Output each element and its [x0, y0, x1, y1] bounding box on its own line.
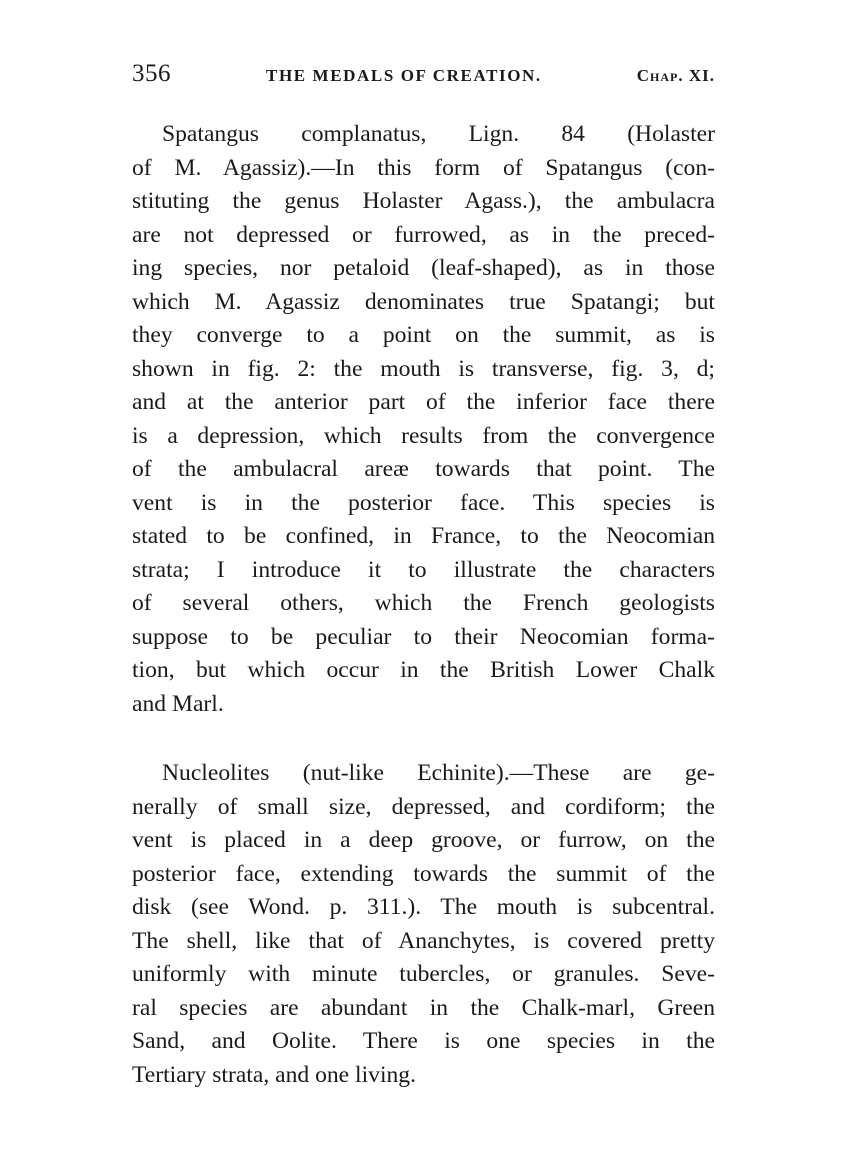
text-line: and Marl. [132, 690, 224, 717]
text-line: posterior face, extending towards the summit of the [132, 860, 715, 887]
text-line: suppose to be peculiar to their Neocomian forma- [132, 623, 715, 650]
text-line: vent is placed in a deep groove, or furrow, on the [132, 827, 715, 853]
text-line: nerally of small size, depressed, and cordiform; the [132, 793, 715, 820]
text-line: ral species are abundant in the Chalk-marl, Green [132, 994, 715, 1021]
text-line: Spatangus complanatus, Lign. 84 (Holaster [162, 121, 715, 147]
text-line: and at the anterior part of the inferior face there [132, 389, 715, 415]
text-line: of the ambulacral areæ towards that point. The [132, 456, 715, 482]
text-line: of M. Agassiz).—In this form of Spatangus (con- [132, 154, 715, 181]
text-line: is a depression, which results from the convergence [132, 422, 715, 449]
text-line: uniformly with minute tubercles, or granules. Seve- [132, 961, 715, 987]
paragraph-nucleolites [132, 757, 715, 1092]
text-line: tion, but which occur in the British Lower Chalk [132, 657, 715, 683]
text-line: Tertiary strata, and one living. [132, 1061, 417, 1088]
text-line: Sand, and Oolite. There is one species in the [132, 1028, 715, 1054]
text-line: of several others, which the French geologists [132, 590, 715, 616]
text-line: shown in fig. 2: the mouth is transverse, fig. 3, d; [132, 355, 715, 382]
running-head [132, 60, 715, 92]
text-line: Nucleolites (nut-like Echinite).—These are ge- [162, 760, 715, 786]
text-line: The shell, like that of Ananchytes, is covered pretty [132, 927, 715, 954]
text-line: they converge to a point on the summit, as is [132, 322, 715, 348]
running-title: THE MEDALS OF CREATION. [266, 66, 542, 85]
text-line: vent is in the posterior face. This species is [132, 489, 715, 516]
text-line: disk (see Wond. p. 311.). The mouth is subcentral. [132, 894, 715, 920]
text-line: strata; I introduce it to illustrate the characters [132, 556, 715, 583]
text-line: which M. Agassiz denominates true Spatangi; but [132, 288, 715, 315]
paragraph-spatangus [132, 118, 715, 721]
text-line: ing species, nor petaloid (leaf-shaped), as in those [132, 255, 715, 281]
text-line: stituting the genus Holaster Agass.), the ambulacra [132, 188, 715, 214]
page-number: 356 [132, 60, 171, 87]
text-line: stated to be confined, in France, to the Neocomian [132, 523, 715, 549]
text-line: are not depressed or furrowed, as in the preced- [132, 221, 715, 248]
chapter-label: Chap. XI. [636, 66, 715, 85]
